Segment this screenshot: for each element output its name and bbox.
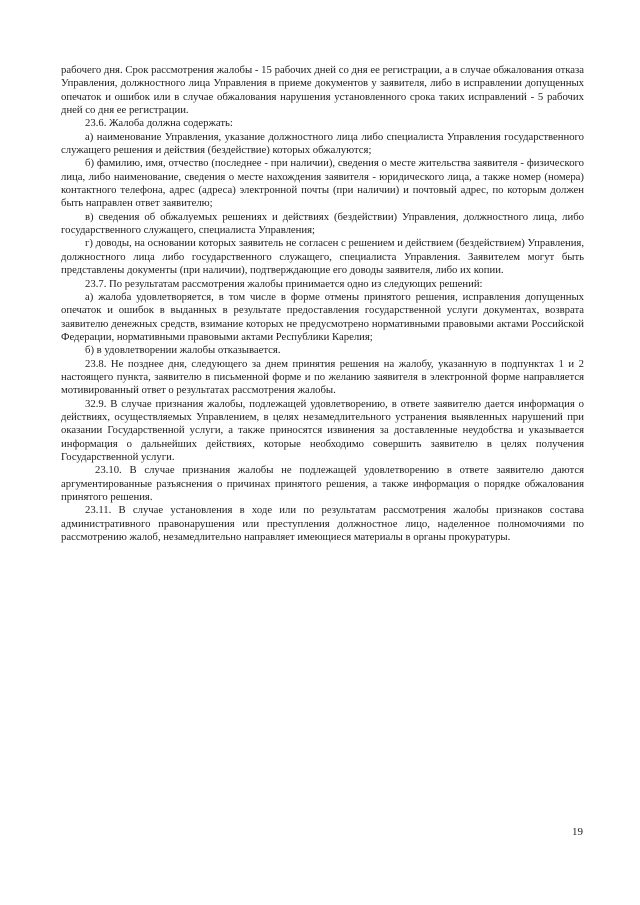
paragraph-23-10: 23.10. В случае признания жалобы не подлежащей удовлетворению в ответе заявителю даются аргументированные разъяснения о причинах принятого решения, а также информация о порядке обжалования принятого решения. xyxy=(61,464,584,503)
paragraph-23-7-heading: 23.7. По результатам рассмотрения жалобы принимается одно из следующих решений: xyxy=(85,277,483,290)
paragraph-23-6-v: в) сведения об обжалуемых решениях и действиях (бездействии) Управления, должностного лица, либо государственного служащего, специалиста Управления; xyxy=(61,210,584,237)
paragraph-23-6-g: г) доводы, на основании которых заявитель не согласен с решением и действием (бездействием) Управления, должностного лица либо государственного служащего, специалиста Управления. Заявителем могут быть представлены документы (при наличии), подтверждающие его доводы заявителя, либо их копии. xyxy=(61,237,584,277)
page-number: 19 xyxy=(572,826,583,838)
paragraph-23-6-heading: 23.6. Жалоба должна содержать: xyxy=(85,117,233,130)
paragraph-review-deadline: рабочего дня. Срок рассмотрения жалобы - 15 рабочих дней со дня ее регистрации, а в случае обжалования отказа Управления, должностного лица Управления в приеме документов у заявителя, либо в исправлении допущенных опечаток и ошибок или в случае обжалования нарушения установленного срока таких исправлений - 5 рабочих дней со дня ее регистрации. xyxy=(61,64,584,117)
paragraph-23-11: 23.11. В случае установления в ходе или по результатам рассмотрения жалобы признаков состава административного правонарушения или преступления должностное лицо, наделенное полномочиями по рассмотрению жалоб, незамедлительно направляет имеющиеся материалы в органы прокуратуры. xyxy=(61,504,584,544)
paragraph-23-7-a: а) жалоба удовлетворяется, в том числе в форме отмены принятого решения, исправления допущенных опечаток и ошибок в выданных в результате предоставления государственной услуги документах, возврата заявителю денежных средств, взимание которых не предусмотрено нормативными правовыми актами Российской Федерации, нормативными правовыми актами Республики Карелия; xyxy=(61,290,584,343)
paragraph-23-6-a: а) наименование Управления, указание должностного лица либо специалиста Управления государственного служащего решения и действия (бездействие) которых обжалуются; xyxy=(61,130,584,157)
paragraph-23-8: 23.8. Не позднее дня, следующего за днем принятия решения на жалобу, указанную в подпунктах 1 и 2 настоящего пункта, заявителю в письменной форме и по желанию заявителя в электронной форме направляется мотивированный ответ о результатах рассмотрения жалобы. xyxy=(61,357,584,397)
document-body xyxy=(61,64,584,544)
paragraph-23-7-b: б) в удовлетворении жалобы отказывается. xyxy=(85,344,281,357)
paragraph-23-6-b: б) фамилию, имя, отчество (последнее - при наличии), сведения о месте жительства заявителя - физического лица, либо наименование, сведения о месте нахождения заявителя - юридического лица, а также номер (номера) контактного телефона, адрес (адреса) электронной почты (при наличии) и почтовый адрес, по которым должен быть направлен ответ заявителю; xyxy=(61,157,584,210)
paragraph-32-9: 32.9. В случае признания жалобы, подлежащей удовлетворению, в ответе заявителю дается информация о действиях, осуществляемых Управлением, в целях незамедлительного устранения выявленных нарушений при оказании Государственной услуги, а также приносятся извинения за доставленные неудобства и указывается информация о дальнейших действиях, которые необходимо совершить заявителю в целях получения Государственной услуги. xyxy=(61,397,584,463)
